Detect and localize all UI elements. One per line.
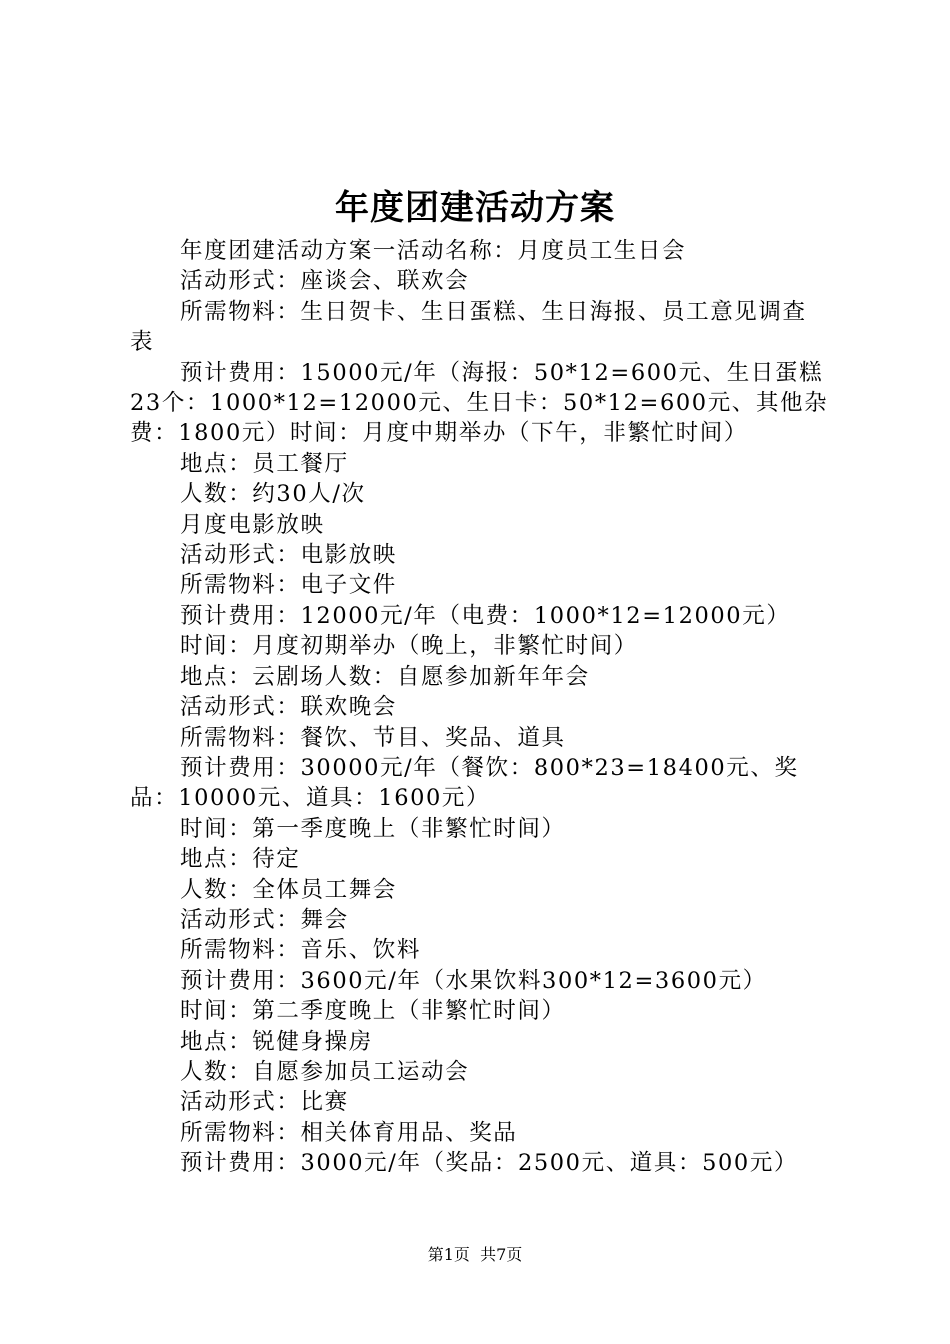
paragraph: 活动形式：电影放映 (180, 542, 397, 569)
paragraph: 地点：云剧场人数：自愿参加新年年会 (180, 663, 590, 690)
paragraph: 地点：员工餐厅 (180, 450, 349, 477)
paragraph: 预计费用：12000元/年（电费：1000*12=12000元） (180, 602, 791, 629)
paragraph: 所需物料：生日贺卡、生日蛋糕、生日海报、员工意见调查表 (130, 298, 807, 356)
paragraph: 时间：第二季度晚上（非繁忙时间） (180, 998, 566, 1025)
paragraph: 活动形式：比赛 (180, 1089, 349, 1116)
paragraph: 月度电影放映 (180, 511, 325, 538)
paragraph: 预计费用：15000元/年（海报：50*12=600元、生日蛋糕23个：1000*12=12000元、生日卡：50*12=600元、其他杂费：1800元）时间：月度中期举办（下午，非繁忙时间） (130, 359, 829, 447)
paragraph: 所需物料：餐饮、节目、奖品、道具 (180, 724, 566, 751)
paragraph: 活动形式：联欢晚会 (180, 694, 397, 721)
document-title: 年度团建活动方案 (335, 188, 615, 228)
paragraph: 所需物料：相关体育用品、奖品 (180, 1119, 518, 1146)
paragraph: 年度团建活动方案一活动名称：月度员工生日会 (180, 238, 687, 264)
paragraph: 时间：第一季度晚上（非繁忙时间） (180, 815, 566, 842)
paragraph: 所需物料：音乐、饮料 (180, 937, 422, 964)
paragraph: 预计费用：3000元/年（奖品：2500元、道具：500元） (180, 1150, 799, 1177)
paragraph: 地点：待定 (180, 846, 301, 873)
paragraph: 人数：全体员工舞会 (180, 876, 397, 903)
page-footer: 第1页 共7页 (427, 1245, 523, 1264)
paragraph: 地点：锐健身操房 (180, 1028, 373, 1055)
paragraph: 活动形式：座谈会、联欢会 (180, 268, 470, 295)
paragraph: 人数：约30人/次 (180, 481, 366, 508)
document-body (130, 236, 830, 1179)
paragraph: 预计费用：30000元/年（餐饮：800*23=18400元、奖品：10000元、道具：1600元） (130, 754, 799, 812)
paragraph: 时间：月度初期举办（晚上，非繁忙时间） (180, 633, 638, 660)
paragraph: 所需物料：电子文件 (180, 572, 397, 599)
paragraph: 人数：自愿参加员工运动会 (180, 1058, 470, 1085)
paragraph: 预计费用：3600元/年（水果饮料300*12=3600元） (180, 967, 767, 994)
paragraph: 活动形式：舞会 (180, 906, 349, 933)
